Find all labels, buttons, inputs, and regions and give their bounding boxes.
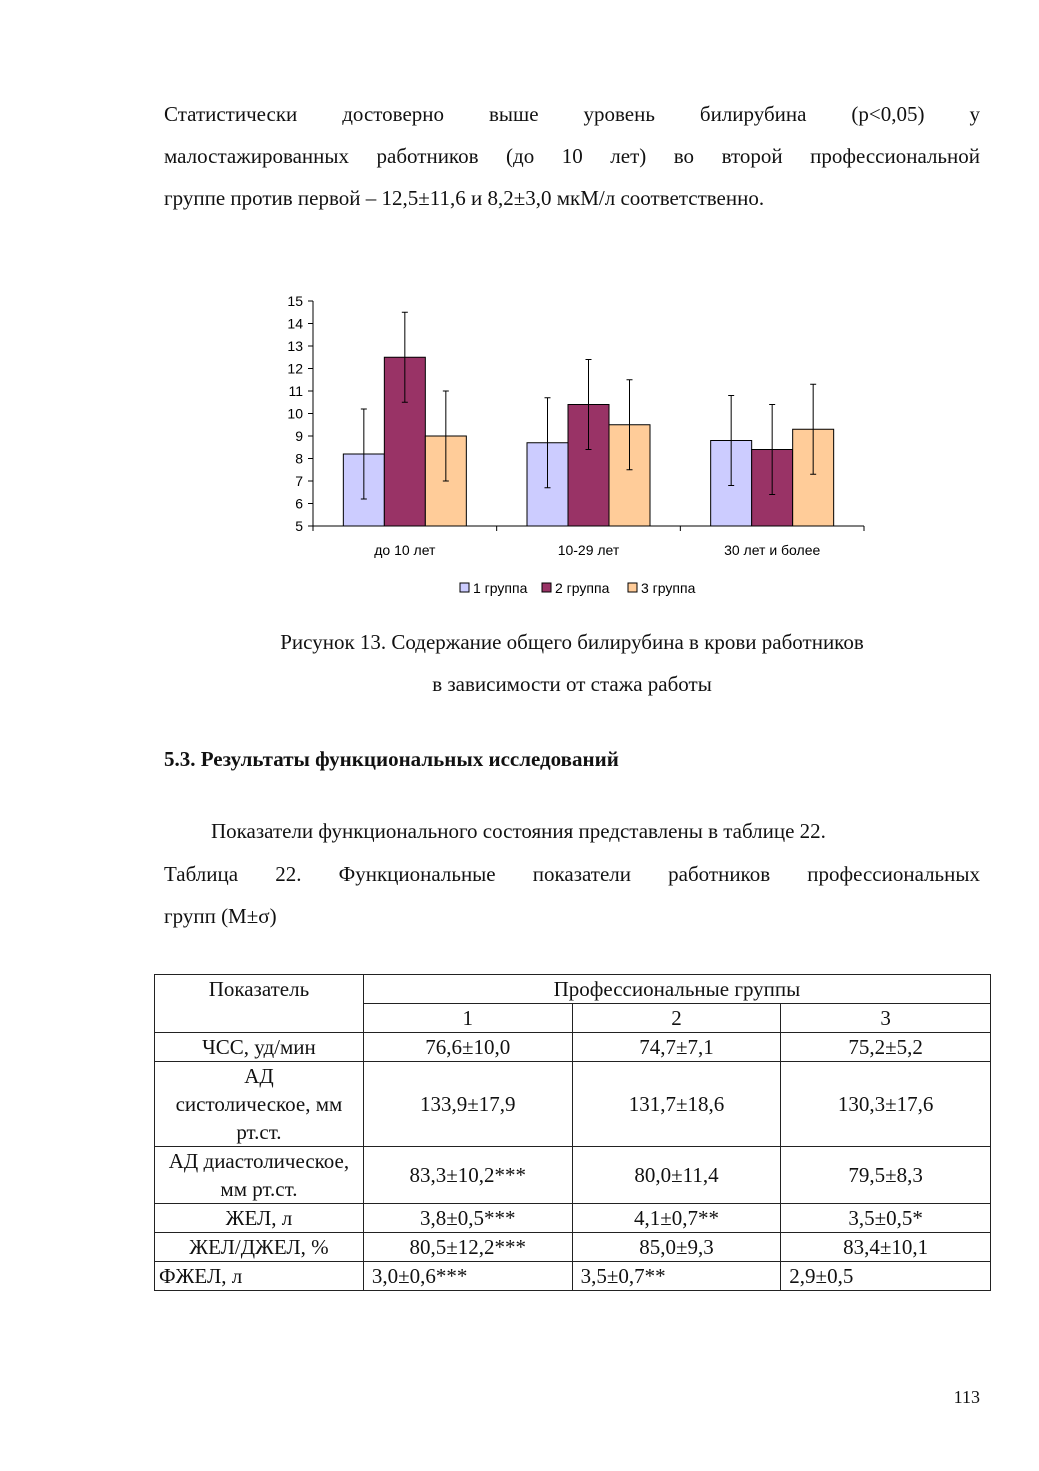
header-indicator: Показатель: [155, 975, 364, 1033]
legend-label: 1 группа: [473, 580, 528, 596]
cell-value: 3,8±0,5***: [363, 1204, 572, 1233]
cell-value: 130,3±17,6: [781, 1062, 991, 1147]
cell-value: 80,5±12,2***: [363, 1233, 572, 1262]
table-header-row: [155, 975, 991, 1004]
table-row: [155, 1233, 991, 1262]
y-tick-label: 14: [287, 315, 303, 332]
section-title: 5.3. Результаты функциональных исследований: [164, 747, 619, 771]
row-indicator: ЖЕЛ, л: [155, 1204, 364, 1233]
table-row: [155, 1204, 991, 1233]
group-number: 2: [572, 1004, 781, 1033]
y-tick-label: 12: [287, 360, 303, 377]
y-tick-label: 13: [287, 338, 303, 354]
legend-swatch: [460, 583, 469, 592]
legend-label: 2 группа: [555, 580, 610, 596]
cell-value: 83,4±10,1: [781, 1233, 991, 1262]
group-number: 3: [781, 1004, 991, 1033]
row-indicator: АД систолическое, мм рт.ст.: [155, 1062, 364, 1147]
legend-swatch: [628, 583, 637, 592]
cell-value: 75,2±5,2: [781, 1033, 991, 1062]
x-tick-label: до 10 лет: [374, 542, 436, 558]
table-row: [155, 1262, 991, 1291]
y-tick-label: 9: [295, 428, 303, 444]
table-caption-line: Таблица 22. Функциональные показатели работников профессиональных: [164, 862, 980, 886]
table-intro-paragraph: Показатели функционального состояния представлены в таблице 22.: [211, 819, 826, 843]
group-number: 1: [363, 1004, 572, 1033]
cell-value: 76,6±10,0: [363, 1033, 572, 1062]
table-row: [155, 1033, 991, 1062]
y-tick-label: 6: [295, 495, 303, 512]
row-indicator: ЧСС, уд/мин: [155, 1033, 364, 1062]
legend-swatch: [542, 583, 551, 592]
paragraph-line: малостажированных работников (до 10 лет) во второй профессиональной: [164, 144, 980, 168]
functional-indicators-table: [154, 974, 991, 1291]
x-tick-label: 10-29 лет: [557, 542, 620, 558]
cell-value: 3,0±0,6***: [363, 1262, 572, 1291]
cell-value: 133,9±17,9: [363, 1062, 572, 1147]
cell-value: 83,3±10,2***: [363, 1147, 572, 1204]
intro-paragraph: [164, 93, 980, 219]
cell-value: 85,0±9,3: [572, 1233, 781, 1262]
row-indicator: АД диастолическое, мм рт.ст.: [155, 1147, 364, 1204]
cell-value: 131,7±18,6: [572, 1062, 781, 1147]
y-tick-label: 7: [295, 473, 303, 489]
table-row: [155, 1062, 991, 1147]
table-caption-line: групп (M±σ): [164, 904, 277, 928]
y-tick-label: 8: [295, 450, 303, 467]
figure-caption-line1: Рисунок 13. Содержание общего билирубина в крови работников: [280, 630, 864, 654]
paragraph-line: группе против первой – 12,5±11,6 и 8,2±3,0 мкМ/л соответственно.: [164, 186, 765, 210]
row-indicator: ЖЕЛ/ДЖЕЛ, %: [155, 1233, 364, 1262]
paragraph-line: Статистически достоверно выше уровень билирубина (p<0,05) у: [164, 102, 980, 126]
row-indicator: ФЖЕЛ, л: [155, 1262, 364, 1291]
figure-caption-line2: в зависимости от стажа работы: [432, 672, 712, 696]
y-tick-label: 10: [287, 405, 303, 422]
cell-value: 4,1±0,7**: [572, 1204, 781, 1233]
cell-value: 3,5±0,5*: [781, 1204, 991, 1233]
table-row: [155, 1147, 991, 1204]
cell-value: 80,0±11,4: [572, 1147, 781, 1204]
legend-label: 3 группа: [641, 580, 696, 596]
cell-value: 2,9±0,5: [781, 1262, 991, 1291]
cell-value: 74,7±7,1: [572, 1033, 781, 1062]
bilirubin-bar-chart: [270, 285, 890, 615]
table-caption: [164, 853, 980, 937]
header-groups: Профессиональные группы: [363, 975, 990, 1004]
y-tick-label: 5: [295, 518, 303, 534]
page-number: 113: [953, 1387, 980, 1407]
y-tick-label: 15: [287, 293, 303, 309]
x-tick-label: 30 лет и более: [724, 542, 821, 558]
y-tick-label: 11: [288, 383, 303, 399]
cell-value: 3,5±0,7**: [572, 1262, 781, 1291]
cell-value: 79,5±8,3: [781, 1147, 991, 1204]
